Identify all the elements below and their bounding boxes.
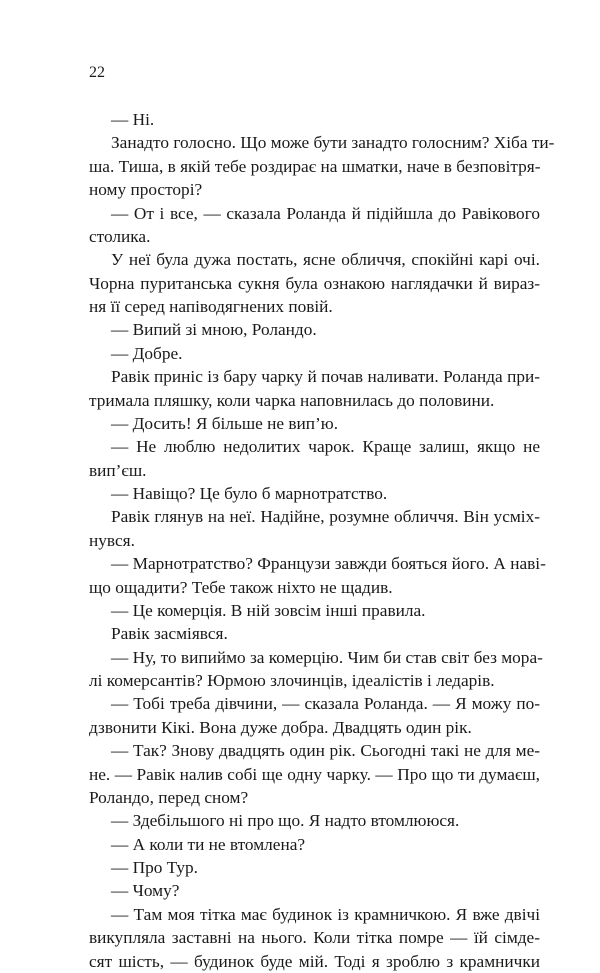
text-line: — Здебільшого ні про що. Я надто втомлююся. bbox=[111, 811, 460, 831]
text-line: що ощадити? Тебе також ніхто не щадив. bbox=[89, 577, 393, 597]
text-line: — Ні. bbox=[111, 110, 155, 129]
text-line: столика. bbox=[89, 226, 151, 246]
text-line: ша. Тиша, в якій тебе роздирає на шматки, наче в безповітря- bbox=[89, 156, 541, 176]
text-line: — Випий зі мною, Роландо. bbox=[111, 320, 317, 340]
text-line: нувся. bbox=[89, 530, 135, 550]
text-line: не. — Равік налив собі ще одну чарку. — Про що ти думаєш, bbox=[89, 764, 540, 784]
text-line: лі комерсантів? Юрмою злочинців, ідеалістів і ледарів. bbox=[89, 671, 495, 690]
text-line: Равік засміявся. bbox=[111, 624, 228, 644]
text-line: Чорна пуританська сукня була ознакою наглядачки й вираз- bbox=[89, 273, 540, 293]
text-line: Занадто голосно. Що може бути занадто голосним? Хіба ти- bbox=[111, 133, 555, 153]
text-line: — Це комерція. В ній зовсім інші правила. bbox=[111, 600, 426, 620]
text-line: — Марнотратство? Французи завжди бояться його. А наві- bbox=[111, 554, 546, 574]
text-line: дзвонити Кікі. Вона дуже добра. Двадцять один рік. bbox=[89, 717, 472, 737]
text-line: — Тобі треба дівчини, — сказала Роланда. — Я можу по- bbox=[111, 694, 540, 714]
text-line: вип’єш. bbox=[89, 460, 147, 480]
text-line: — От і все, — сказала Роланда й підійшла до Равікового bbox=[111, 203, 540, 223]
text-line: — Так? Знову двадцять один рік. Сьогодні такі не для ме- bbox=[111, 741, 540, 761]
page-number: 22 bbox=[89, 64, 105, 81]
text-line: Равік приніс із бару чарку й почав наливати. Роланда при- bbox=[111, 367, 540, 387]
text-line: — Чому? bbox=[111, 881, 180, 901]
text-line: тримала пляшку, коли чарка наповнилась до половини. bbox=[89, 390, 495, 410]
text-line: — Не люблю недолитих чарок. Краще залиш, якщо не bbox=[111, 437, 540, 457]
text-line: — Ну, то випиймо за комерцію. Чим би став світ без мора- bbox=[111, 647, 543, 667]
text-line: викупляла заставні на нього. Коли тітка помре — їй сімде- bbox=[89, 928, 540, 948]
text-line: Роландо, перед сном? bbox=[89, 787, 249, 807]
text-line: Равік глянув на неї. Надійне, розумне обличчя. Він усміх- bbox=[111, 507, 540, 527]
text-line: ня її серед напіводягнених повій. bbox=[89, 297, 333, 316]
text-line: — Там моя тітка має будинок із крамничкою. Я вже двічі bbox=[111, 904, 540, 924]
text-line: — Досить! Я більше не вип’ю. bbox=[111, 413, 339, 433]
text-line: — Про Тур. bbox=[111, 858, 198, 877]
text-line: — Навіщо? Це було б марнотратство. bbox=[111, 484, 388, 503]
text-line: — А коли ти не втомлена? bbox=[111, 834, 306, 854]
body-text bbox=[89, 108, 555, 973]
text-line: У неї була дужа постать, ясне обличчя, спокійні карі очі. bbox=[111, 250, 540, 270]
text-line: — Добре. bbox=[111, 343, 183, 363]
text-line: сят шість, — будинок буде мій. Тоді я зроблю з крамнички bbox=[89, 951, 540, 971]
text-line: ному просторі? bbox=[89, 180, 203, 200]
